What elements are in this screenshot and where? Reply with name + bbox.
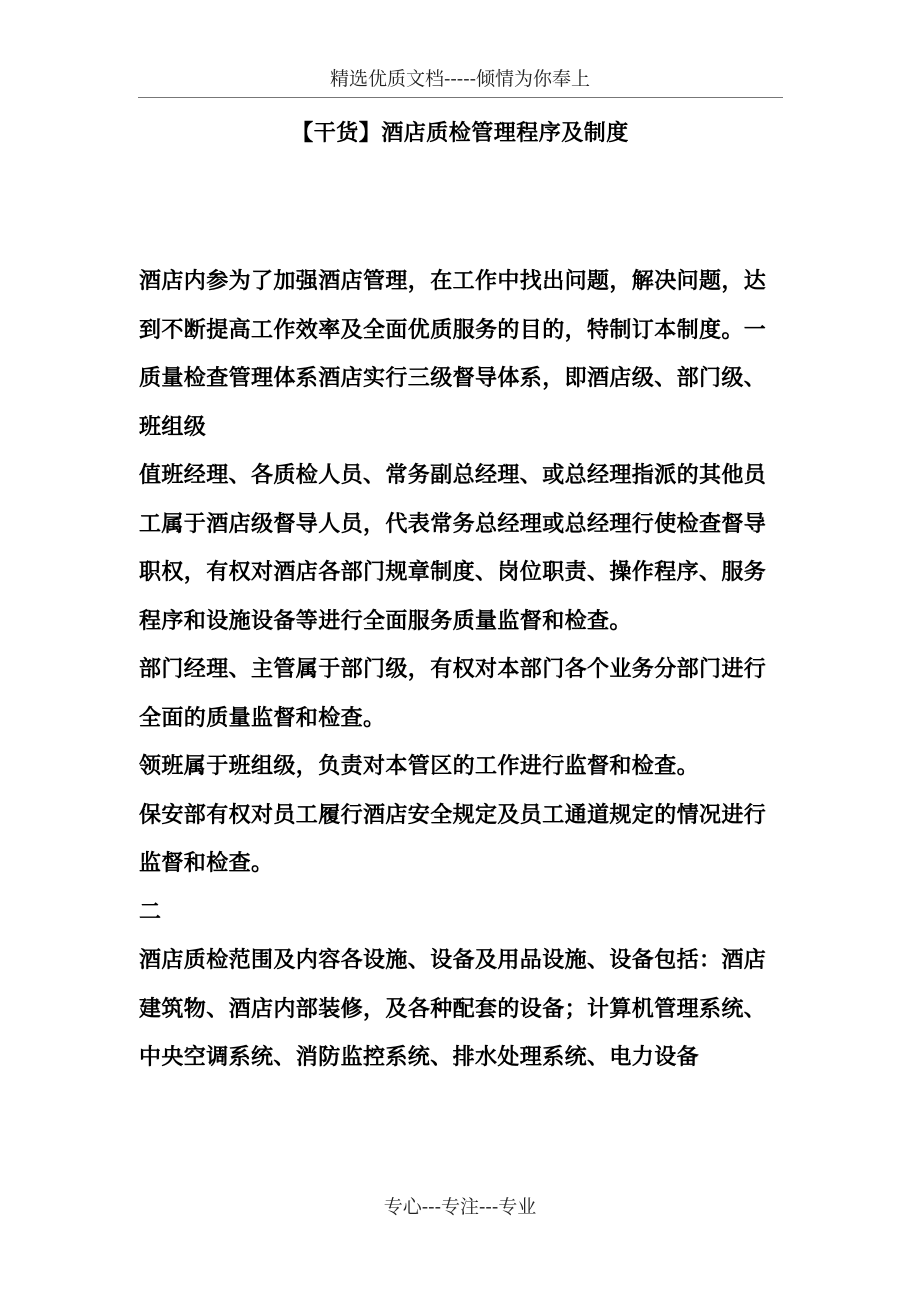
section-heading-two: 二: [139, 899, 162, 925]
page-footer: 专心---专注---专业: [383, 1196, 537, 1218]
paragraph-department-level: 部门经理、主管属于部门级，有权对本部门各个业务分部门进行全面的质量监督和检查。: [139, 657, 767, 731]
paragraph-system: 质量检查管理体系酒店实行三级督导体系，即酒店级、部门级、班组级: [139, 366, 767, 440]
paragraph-intro: 酒店内参为了加强酒店管理，在工作中找出问题，解决问题，达到不断提高工作效率及全面优质服务的目的，特制订本制度。一: [139, 269, 767, 343]
document-body: [139, 258, 779, 1083]
paragraph-team-level: 领班属于班组级，负责对本管区的工作进行监督和检查。: [139, 754, 700, 779]
paragraph-security: 保安部有权对员工履行酒店安全规定及员工通道规定的情况进行监督和检查。: [139, 802, 767, 876]
page-header: 精选优质文档-----倾情为你奉上: [329, 68, 591, 90]
paragraph-hotel-level: 值班经理、各质检人员、常务副总经理、或总经理指派的其他员工属于酒店级督导人员，代表常务总经理或总经理行使检查督导职权，有权对酒店各部门规章制度、岗位职责、操作程序、服务程序和设施设备等进行全面服务质量监督和检查。: [139, 463, 767, 634]
paragraph-scope: 酒店质检范围及内容各设施、设备及用品设施、设备包括：酒店建筑物、酒店内部装修，及各种配套的设备；计算机管理系统、中央空调系统、消防监控系统、排水处理系统、电力设备: [139, 948, 767, 1070]
header-divider: [138, 97, 783, 98]
document-title: 【干货】酒店质检管理程序及制度: [291, 121, 629, 146]
